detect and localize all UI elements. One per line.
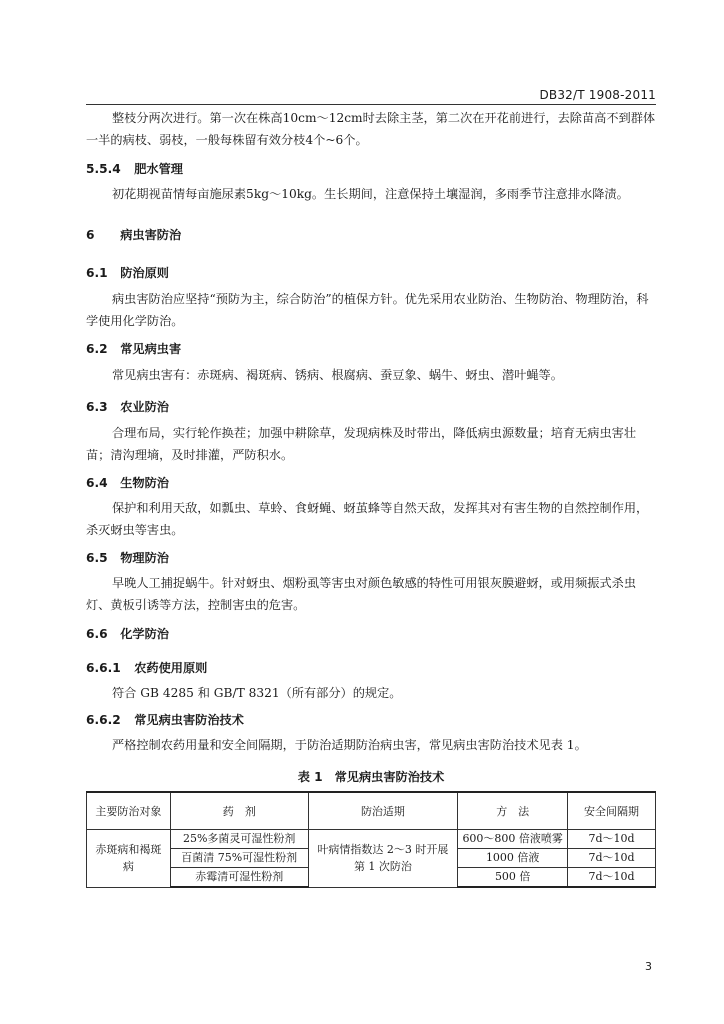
section-number: 5.5.4: [86, 162, 121, 176]
paragraph-biological: 保护和利用天敌，如瓢虫、草蛉、食蚜蝇、蚜茧蜂等自然天敌，发挥其对有害生物的自然控制作用，杀灭蚜虫等害虫。: [86, 501, 649, 537]
paragraph-physical: 早晚人工捕捉蜗牛。针对蚜虫、烟粉虱等害虫对颜色敏感的特性可用银灰膜避蚜，或用频振式杀虫灯、黄板引诱等方法，控制害虫的危害。: [86, 576, 637, 612]
section-title: 肥水管理: [134, 162, 183, 176]
heading-6-2: [86, 340, 181, 357]
heading-6-4: [86, 474, 169, 491]
page-number: 3: [645, 960, 652, 973]
section-number: 6.6: [86, 627, 108, 641]
heading-6-6: [86, 625, 169, 642]
section-title: 常见病虫害防治技术: [134, 713, 244, 727]
section-title: 病虫害防治: [120, 228, 182, 242]
paragraph-pesticide-rule: 符合 GB 4285 和 GB/T 8321（所有部分）的规定。: [112, 686, 402, 700]
section-title: 生物防治: [120, 476, 169, 490]
section-title: 防治原则: [120, 266, 169, 280]
heading-6-5: [86, 549, 169, 566]
paragraph-strict-control: 严格控制农药用量和安全间隔期，于防治适期防治病虫害，常见病虫害防治技术见表 1。: [112, 738, 587, 752]
cell-timing: 叶病情指数达 2～3 时开展第 1 次防治: [308, 830, 458, 888]
header-interval: 安全间隔期: [568, 792, 656, 830]
cell-interval: 7d～10d: [568, 830, 656, 849]
table-number: 表 1: [297, 770, 323, 784]
cell-method: 600～800 倍液喷雾: [458, 830, 568, 849]
section-title: 农药使用原则: [134, 661, 208, 675]
header-agent: 药 剂: [170, 792, 308, 830]
cell-agent: 百菌清 75%可湿性粉剂: [170, 849, 308, 868]
pest-control-table: [86, 791, 656, 888]
heading-6-3: [86, 398, 169, 415]
section-number: 6: [86, 228, 95, 242]
table-header-row: [87, 792, 656, 830]
section-title: 物理防治: [120, 551, 169, 565]
cell-agent: 赤霉清可湿性粉剂: [170, 868, 308, 888]
cell-method: 1000 倍液: [458, 849, 568, 868]
cell-interval: 7d～10d: [568, 868, 656, 888]
section-number: 6.5: [86, 551, 108, 565]
cell-interval: 7d～10d: [568, 849, 656, 868]
section-number: 6.2: [86, 342, 108, 356]
paragraph-fertilizer: 初花期视苗情每亩施尿素5kg～10kg。生长期间，注意保持土壤湿润，多雨季节注意排水降渍。: [112, 187, 629, 201]
heading-6-6-1: [86, 659, 207, 676]
heading-5-5-4: [86, 160, 183, 177]
cell-target: 赤斑病和褐斑病: [87, 830, 171, 888]
section-number: 6.6.2: [86, 713, 121, 727]
header-rule: [86, 104, 656, 105]
section-number: 6.1: [86, 266, 108, 280]
section-number: 6.3: [86, 400, 108, 414]
heading-6: [86, 226, 181, 243]
header-method: 方 法: [458, 792, 568, 830]
section-number: 6.6.1: [86, 661, 121, 675]
cell-agent: 25%多菌灵可湿性粉剂: [170, 830, 308, 849]
standard-code: DB32/T 1908-2011: [539, 88, 656, 102]
cell-method: 500 倍: [458, 868, 568, 888]
paragraph-pruning: 整枝分两次进行。第一次在株高10cm～12cm时去除主茎，第二次在开花前进行，去除苗高不到群体一半的病枝、弱枝，一般每株留有效分枝4个~6个。: [86, 111, 656, 147]
header-timing: 防治适期: [308, 792, 458, 830]
paragraph-agricultural: 合理布局，实行轮作换茬；加强中耕除草，发现病株及时带出，降低病虫源数量；培育无病虫害壮苗；清沟理墒，及时排灌，严防积水。: [86, 426, 637, 462]
heading-6-1: [86, 264, 169, 281]
heading-6-6-2: [86, 711, 244, 728]
paragraph-common-pests: 常见病虫害有：赤斑病、褐斑病、锈病、根腐病、蚕豆象、蜗牛、蚜虫、潜叶蝇等。: [112, 368, 563, 382]
paragraph-principle: 病虫害防治应坚持“预防为主，综合防治”的植保方针。优先采用农业防治、生物防治、物理防治，科学使用化学防治。: [86, 292, 649, 328]
table-row: [87, 830, 656, 849]
section-title: 农业防治: [120, 400, 169, 414]
section-title: 化学防治: [120, 627, 169, 641]
section-number: 6.4: [86, 476, 108, 490]
table-title: 常见病虫害防治技术: [334, 770, 445, 784]
section-title: 常见病虫害: [120, 342, 182, 356]
header-target: 主要防治对象: [87, 792, 171, 830]
table-caption: [86, 768, 656, 785]
